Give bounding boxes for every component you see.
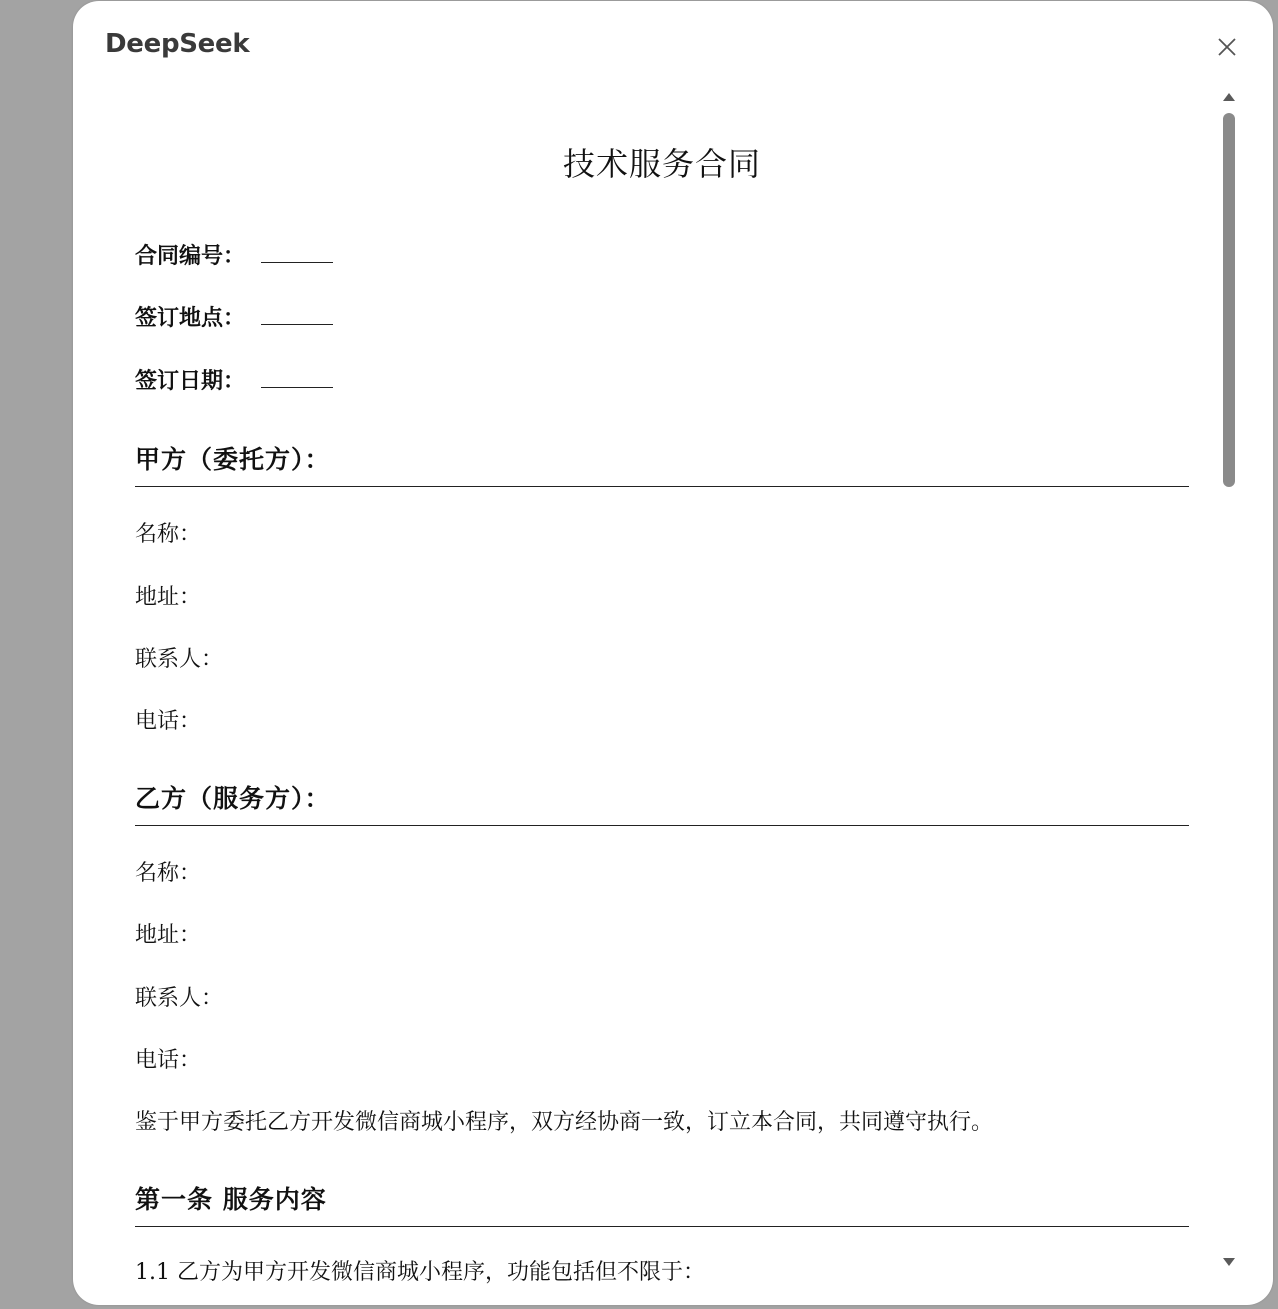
party-a-heading: 甲方（委托方）： — [135, 440, 1189, 487]
contract-number-label: 合同编号： — [135, 243, 246, 269]
brand-logo: DeepSeek — [105, 29, 250, 59]
close-button[interactable] — [1212, 32, 1242, 62]
close-icon — [1212, 32, 1242, 62]
party-b-address-label: 地址： — [135, 923, 202, 948]
signing-place-label: 签订地点： — [135, 305, 246, 331]
contract-number-row — [135, 239, 333, 270]
party-a-address-label: 地址： — [135, 585, 202, 610]
scroll-down-button[interactable] — [1221, 1254, 1237, 1270]
party-b-heading: 乙方（服务方）： — [135, 779, 1189, 826]
party-b-contact-label: 联系人： — [135, 986, 224, 1011]
signing-place-blank — [261, 306, 333, 325]
scroll-up-button[interactable] — [1221, 89, 1237, 105]
signing-place-row — [135, 301, 333, 332]
clause-1-1: 1.1 乙方为甲方开发微信商城小程序，功能包括但不限于： — [135, 1260, 705, 1285]
preamble-paragraph: 鉴于甲方委托乙方开发微信商城小程序，双方经协商一致，订立本合同，共同遵守执行。 — [135, 1110, 994, 1135]
signing-date-blank — [261, 369, 333, 388]
document-preview-dialog — [73, 1, 1273, 1305]
document-title: 技术服务合同 — [562, 145, 761, 183]
vertical-scrollbar[interactable] — [1221, 89, 1237, 1275]
signing-date-label: 签订日期： — [135, 368, 246, 394]
contract-number-blank — [261, 244, 333, 263]
document-viewer[interactable] — [73, 89, 1273, 1285]
scroll-thumb[interactable] — [1223, 113, 1235, 487]
party-a-name-label: 名称： — [135, 522, 202, 547]
signing-date-row — [135, 364, 333, 395]
party-a-phone-label: 电话： — [135, 709, 202, 734]
article-1-heading: 第一条 服务内容 — [135, 1180, 1189, 1227]
triangle-down-icon — [1221, 1254, 1237, 1270]
triangle-up-icon — [1221, 89, 1237, 105]
party-a-contact-label: 联系人： — [135, 647, 224, 672]
party-b-name-label: 名称： — [135, 861, 202, 886]
party-b-phone-label: 电话： — [135, 1048, 202, 1073]
